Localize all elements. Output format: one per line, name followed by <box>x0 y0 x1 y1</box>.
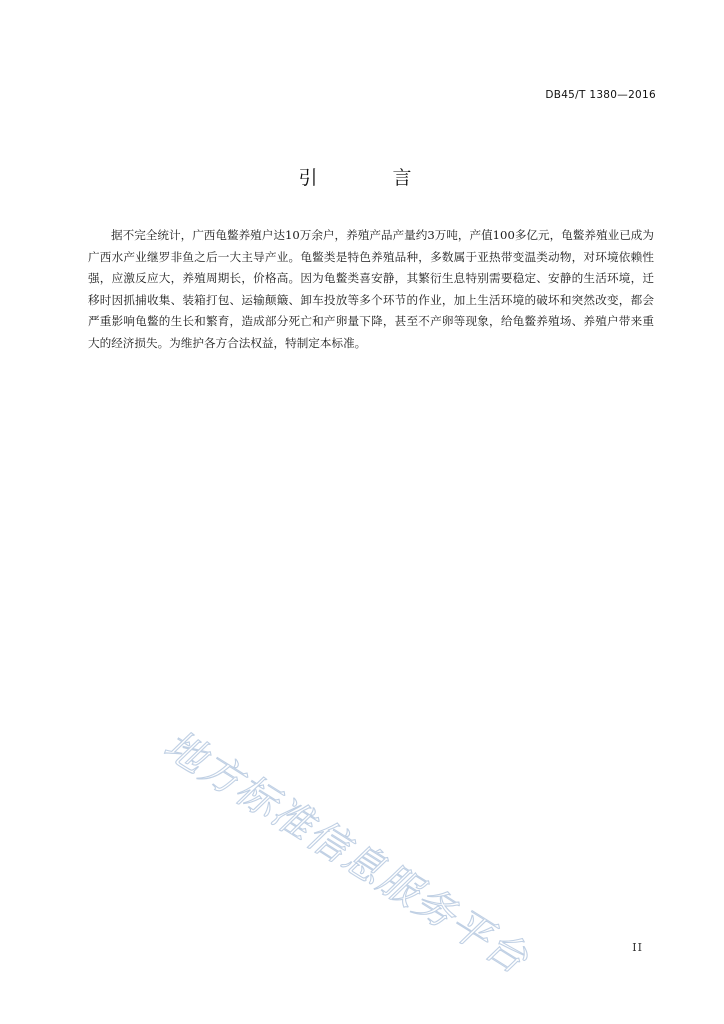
page-number: II <box>632 941 643 954</box>
section-title: 引 言 <box>298 167 440 189</box>
watermark-text: 地方标准信息服务平台 <box>155 721 537 984</box>
introduction-paragraph: 据不完全统计，广西龟鳖养殖户达10万余户，养殖产品产量约3万吨，产值100多亿元，龟鳖养殖业已成为广西水产业继罗非鱼之后一大主导产业。龟鳖类是特色养殖品种，多数属于亚热带变温类动物，对环境依赖性强，应激反应大，养殖周期长，价格高。因为龟鳖类喜安静，其繁衍生息特别需要稳定、安静的生活环境，迁移时因抓捕收集、装箱打包、运输颠簸、卸车投放等多个环节的作业，加上生活环境的破坏和突然改变，都会严重影响龟鳖的生长和繁育，造成部分死亡和产卵量下降，甚至不产卵等现象，给龟鳖养殖场、养殖户带来重大的经济损失。为维护各方合法权益，特制定本标准。 <box>88 228 654 350</box>
document-code: DB45/T 1380—2016 <box>545 89 656 101</box>
